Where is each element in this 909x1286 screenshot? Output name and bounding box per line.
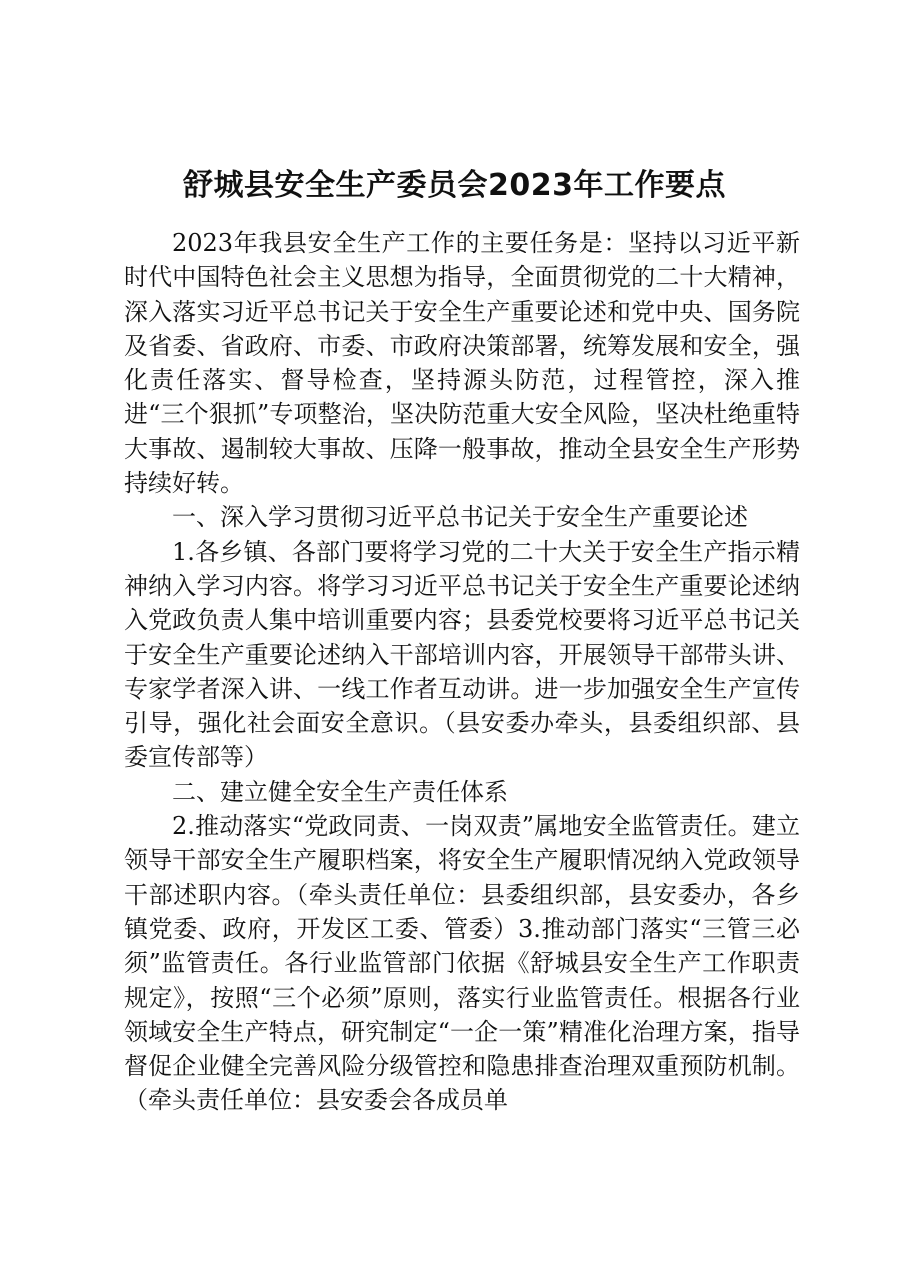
intro-paragraph: 2023年我县安全生产工作的主要任务是：坚持以习近平新时代中国特色社会主义思想为指导，全面贯彻党的二十大精神，深入落实习近平总书记关于安全生产重要论述和党中央、国务院及省委、省政府、市委、市政府决策部署，统筹发展和安全，强化责任落实、督导检查，坚持源头防范，过程管控，深入推进“三个狠抓”专项整治，坚决防范重大安全风险，坚决杜绝重特大事故、遏制较大事故、压降一般事故，推动全县安全生产形势持续好转。 <box>124 229 800 498</box>
section-2-item-paragraph: 2.推动落实“党政同责、一岗双责”属地安全监管责任。建立领导干部安全生产履职档案，将安全生产履职情况纳入党政领导干部述职内容。（牵头责任单位：县委组织部，县安委办，各乡镇党委、政府，开发区工委、管委）3.推动部门落实“三管三必须”监管责任。各行业监管部门依据《舒城县安全生产工作职责规定》，按照“三个必须”原则，落实行业监管责任。根据各行业领域安全生产特点，研究制定“一企一策”精准化治理方案，指导督促企业健全完善风险分级管控和隐患排查治理双重预防机制。（牵头责任单位：县安委会各成员单 <box>124 812 800 1115</box>
section-heading-1: 一、深入学习贯彻习近平总书记关于安全生产重要论述 <box>172 503 748 532</box>
section-heading-2: 二、建立健全安全生产责任体系 <box>172 777 508 806</box>
section-1-item-paragraph: 1.各乡镇、各部门要将学习党的二十大关于安全生产指示精神纳入学习内容。将学习习近平总书记关于安全生产重要论述纳入党政负责人集中培训重要内容；县委党校要将习近平总书记关于安全生产重要论述纳入干部培训内容，开展领导干部带头讲、专家学者深入讲、一线工作者互动讲。进一步加强安全生产宣传引导，强化社会面安全意识。（县安委办牵头，县委组织部、县委宣传部等） <box>124 537 800 772</box>
document-body <box>124 226 800 1118</box>
document-title: 舒城县安全生产委员会2023年工作要点 <box>183 168 726 203</box>
